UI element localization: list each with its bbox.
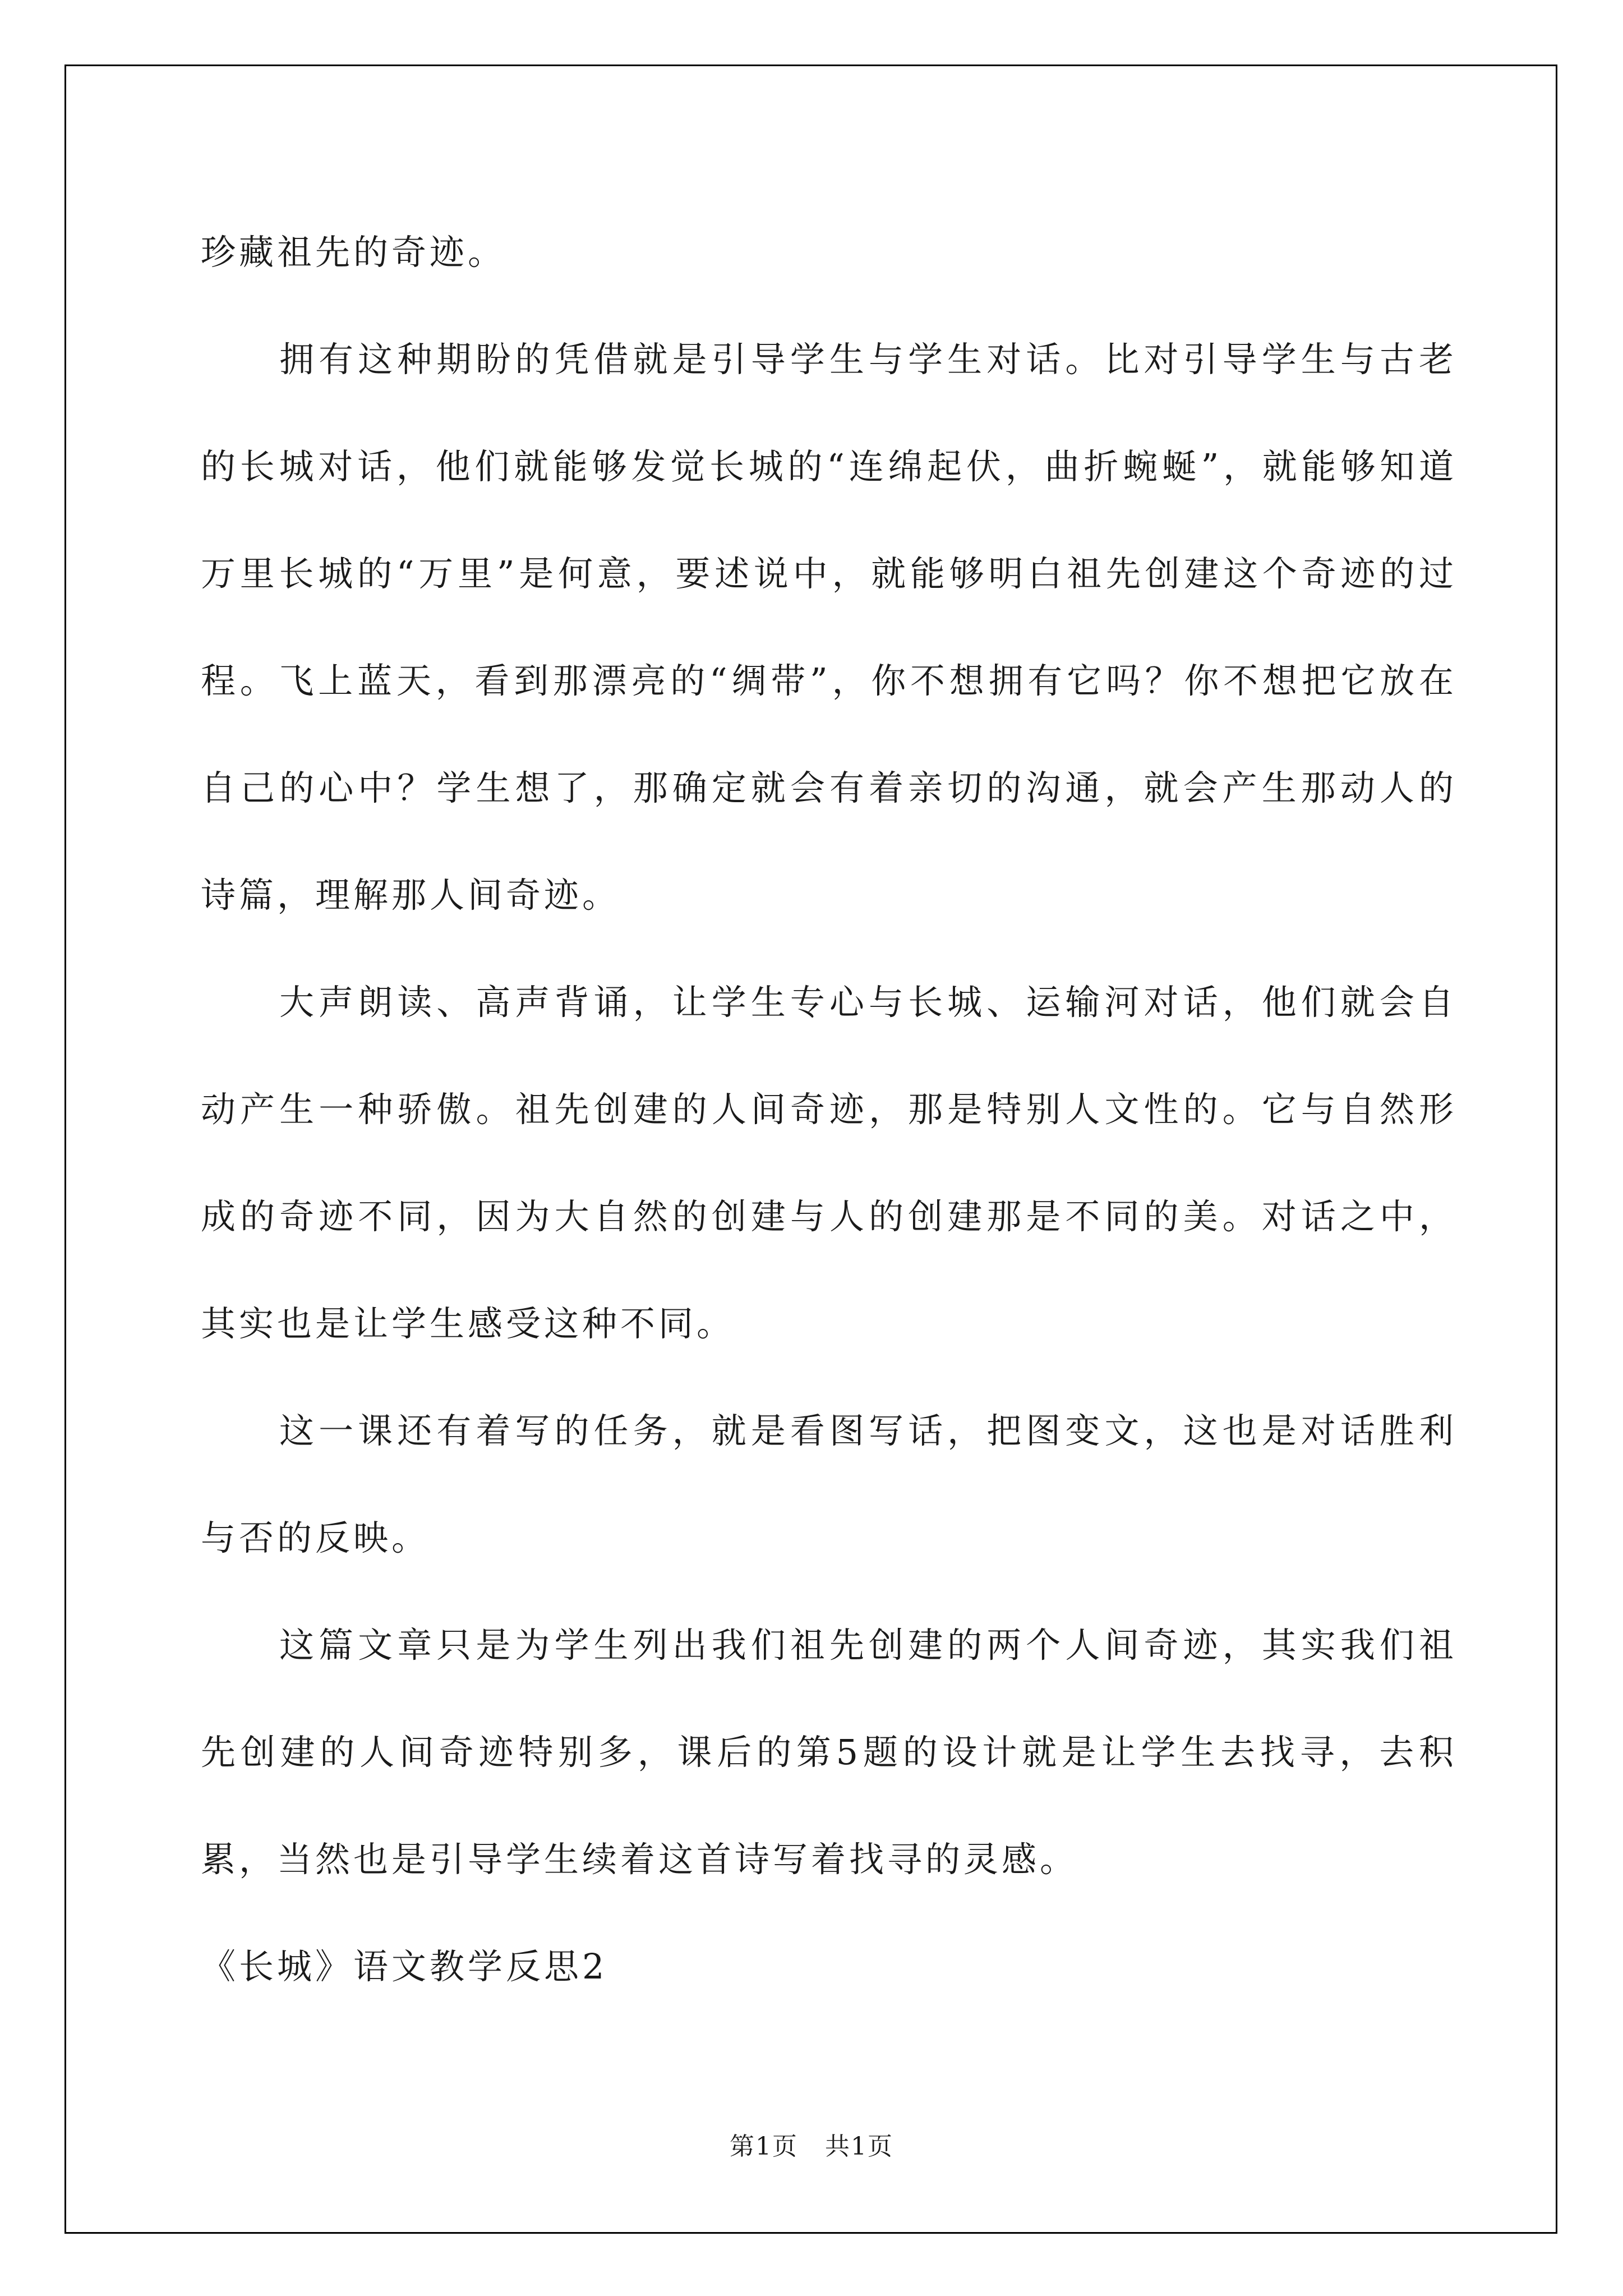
- page-total-label: 共1页: [825, 2132, 893, 2161]
- page-footer: [0, 2126, 1623, 2162]
- paragraph-4: 这一课还有着写的任务，就是看图写话，把图变文，这也是对话胜利与否的反映。: [201, 1410, 1457, 1558]
- page-number-label: 第1页: [730, 2132, 798, 2161]
- paragraph-1: 珍藏祖先的奇迹。: [201, 232, 506, 273]
- section-heading: 《长城》语文教学反思2: [201, 1946, 608, 1987]
- paragraph-2: 拥有这种期盼的凭借就是引导学生与学生对话。比对引导学生与古老的长城对话，他们就能够发觉长城的“连绵起伏，曲折蜿蜒”，就能够知道万里长城的“万里”是何意，要述说中，就能够明白祖先创建这个奇迹的过程。飞上蓝天，看到那漂亮的“绸带”，你不想拥有它吗？你不想把它放在自己的心中？学生想了，那确定就会有着亲切的沟通，就会产生那动人的诗篇，理解那人间奇迹。: [201, 339, 1457, 915]
- document-body: [201, 213, 1457, 2020]
- paragraph-5: 这篇文章只是为学生列出我们祖先创建的两个人间奇迹，其实我们祖先创建的人间奇迹特别多，课后的第5题的设计就是让学生去找寻，去积累，当然也是引导学生续着这首诗写着找寻的灵感。: [201, 1625, 1457, 1880]
- paragraph-3: 大声朗读、高声背诵，让学生专心与长城、运输河对话，他们就会自动产生一种骄傲。祖先创建的人间奇迹，那是特别人文性的。它与自然形成的奇迹不同，因为大自然的创建与人的创建那是不同的美。对话之中，其实也是让学生感受这种不同。: [201, 982, 1457, 1344]
